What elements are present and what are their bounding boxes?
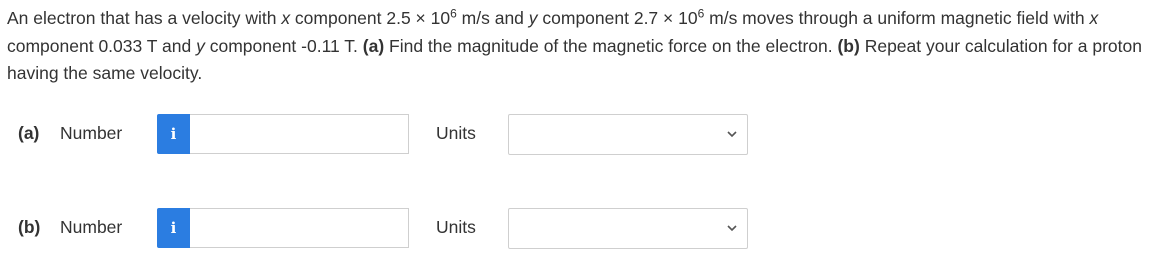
question-text	[7, 5, 1167, 88]
chevron-down-icon	[726, 222, 738, 234]
question-text-part: m/s moves through a uniform magnetic field with	[704, 8, 1090, 28]
exponent: 6	[450, 6, 457, 21]
number-label: Number	[60, 217, 123, 237]
part-label: (b)	[18, 217, 41, 237]
units-label: Units	[436, 123, 476, 143]
part-a-marker: (a)	[362, 35, 385, 56]
question-text-part: component 2.7 × 10	[537, 8, 698, 28]
answer-row-b	[0, 208, 1175, 250]
part-label: (a)	[18, 123, 40, 143]
question-text-part: An electron that has a velocity with	[7, 8, 282, 28]
number-label: Number	[60, 123, 123, 143]
x-variable: x	[1089, 8, 1099, 28]
x-variable: x	[281, 8, 291, 28]
question-text-part: Find the magnitude of the magnetic force on the electron.	[384, 35, 838, 56]
part-b-marker: (b)	[837, 35, 860, 56]
number-input-b[interactable]	[190, 208, 409, 248]
exponent: 6	[697, 6, 705, 21]
answer-row-a	[0, 114, 1175, 156]
question-text-part: Repeat your calculation for a proton having the same velocity.	[7, 35, 1142, 83]
question-text-part: component 0.033 T and	[7, 35, 197, 56]
y-variable: y	[196, 35, 205, 56]
question-text-part: component 2.5 × 10	[290, 8, 451, 28]
units-select-a[interactable]	[508, 114, 748, 155]
chevron-down-icon	[726, 128, 738, 140]
y-variable: y	[528, 8, 538, 28]
question-text-part: m/s and	[456, 8, 529, 28]
units-label: Units	[436, 217, 476, 237]
info-icon[interactable]: i	[157, 208, 190, 248]
units-select-b[interactable]	[508, 208, 748, 249]
number-input-a[interactable]	[190, 114, 409, 154]
info-icon[interactable]: i	[157, 114, 190, 154]
question-text-part: component -0.11 T.	[204, 35, 363, 56]
